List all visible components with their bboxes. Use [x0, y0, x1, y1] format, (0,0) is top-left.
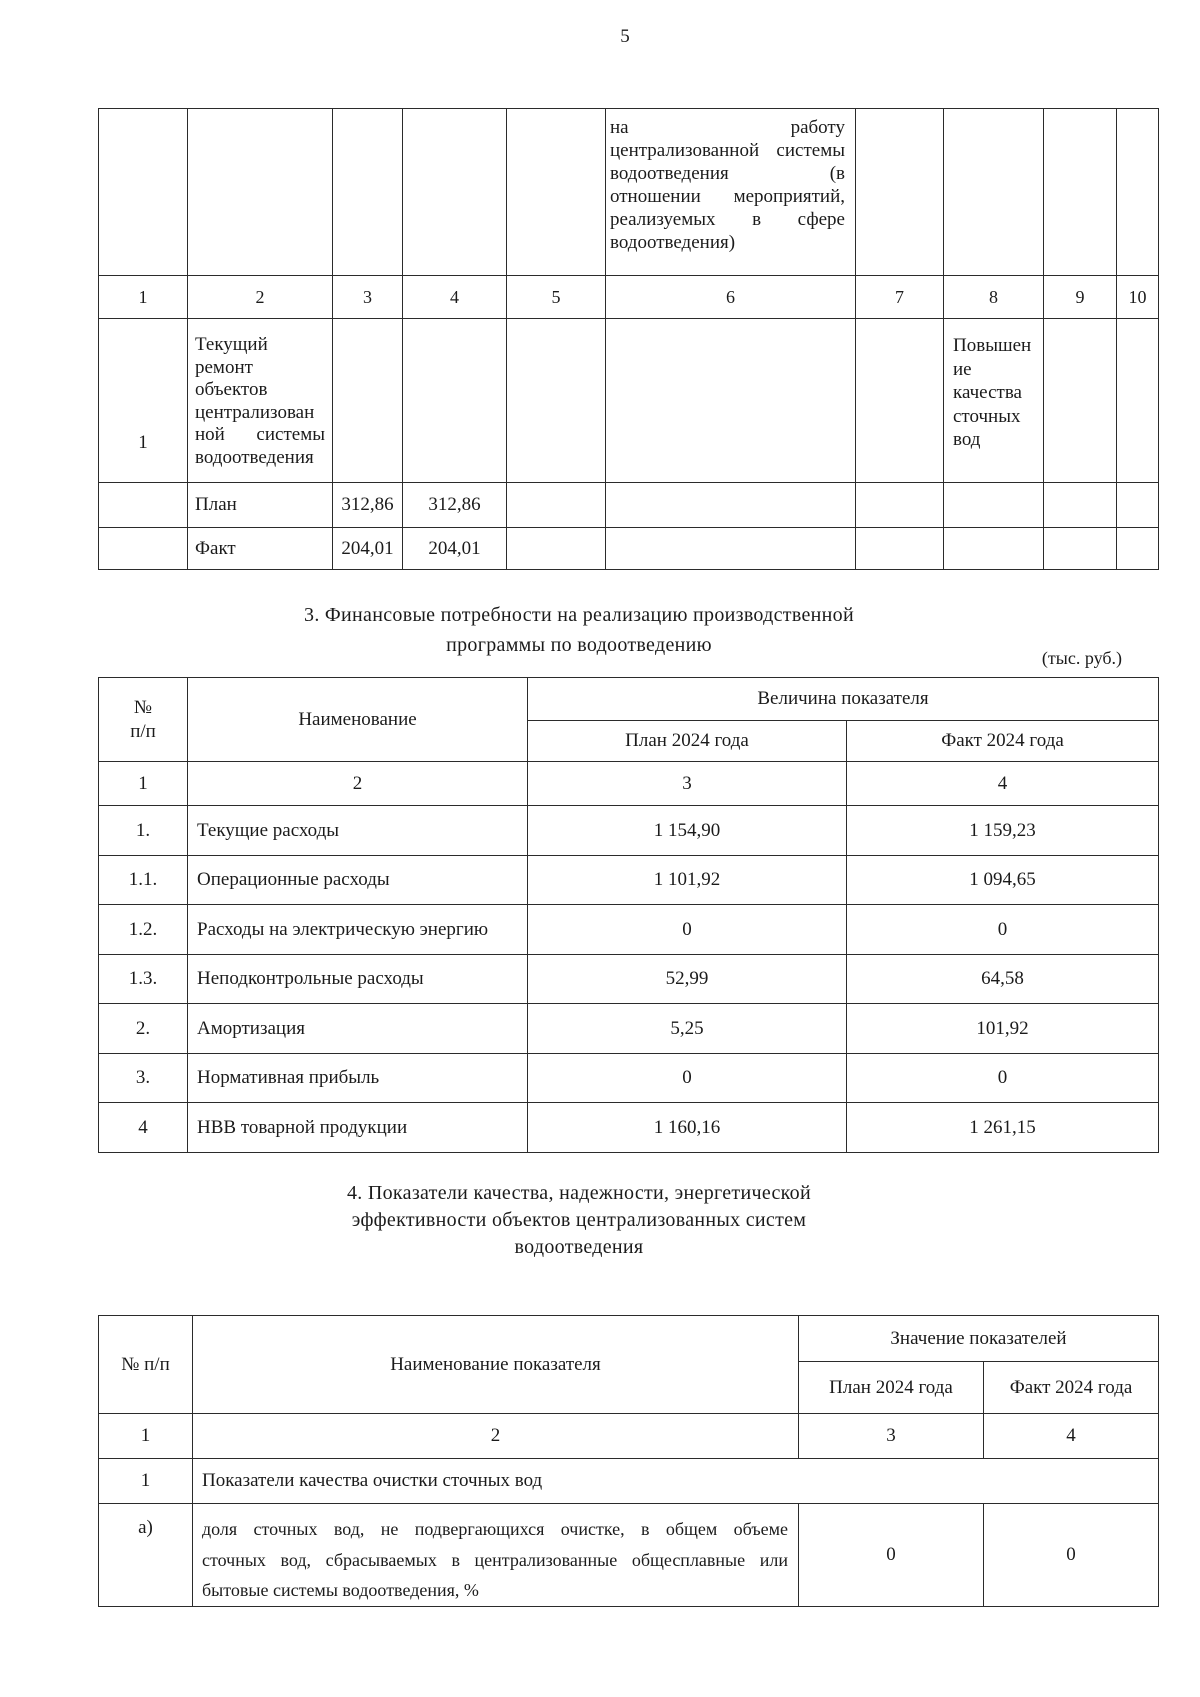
row-num: 1.2. [99, 905, 188, 955]
section4-title-line1: 4. Показатели качества, надежности, энергетической [346, 1182, 811, 1204]
t2-value-header: Величина показателя [528, 678, 1159, 721]
column-number: 10 [1117, 276, 1159, 319]
row-fact: 0 [847, 1054, 1159, 1103]
column-number: 9 [1044, 276, 1117, 319]
measure-name-line: ремонт [195, 356, 253, 378]
note-line: водоотведения) [610, 232, 736, 253]
column-number: 4 [403, 276, 507, 319]
row-number: 1 [99, 319, 188, 483]
empty-cell [1044, 528, 1117, 570]
t1-fact-row [99, 528, 1159, 570]
t3-group-row [99, 1459, 1159, 1504]
section3-title-line1: 3. Финансовые потребности на реализацию производственной [304, 604, 854, 626]
row-num: 1.1. [99, 856, 188, 905]
table-row [99, 1054, 1159, 1103]
empty-cell [1044, 483, 1117, 528]
t2-num-header-line1: № [133, 696, 153, 718]
t3-plan-header: План 2024 года [799, 1362, 984, 1414]
note-line: водоотведения (в [610, 163, 845, 184]
empty-cell [333, 109, 403, 276]
row-num: 1.3. [99, 955, 188, 1004]
column-number: 3 [333, 276, 403, 319]
column-number: 2 [188, 762, 528, 806]
row-name: Операционные расходы [188, 856, 528, 905]
t3-column-numbers-row [99, 1414, 1159, 1459]
empty-cell [188, 109, 333, 276]
row-fact: 0 [847, 905, 1159, 955]
expected-effect-cell [944, 319, 1044, 483]
row-fact: 101,92 [847, 1004, 1159, 1054]
empty-cell [944, 109, 1044, 276]
empty-cell [403, 319, 507, 483]
finance-table [98, 677, 1159, 1153]
section4-title-line2: эффективности объектов централизованных систем [351, 1209, 807, 1231]
row-name: НВВ товарной продукции [188, 1103, 528, 1153]
empty-cell [606, 528, 856, 570]
measure-name-line: объектов [195, 379, 268, 400]
effect-line: Повышен [953, 335, 1032, 356]
empty-cell [606, 319, 856, 483]
row-fact: 1 159,23 [847, 806, 1159, 856]
empty-cell [856, 483, 944, 528]
column-number: 1 [99, 762, 188, 806]
column-number: 1 [99, 276, 188, 319]
column-number: 4 [847, 762, 1159, 806]
measure-name-cell [188, 319, 333, 483]
row-num: 2. [99, 1004, 188, 1054]
column-number: 2 [188, 276, 333, 319]
row-plan: 0 [528, 905, 847, 955]
plan-value: 312,86 [333, 483, 403, 528]
row-plan: 1 160,16 [528, 1103, 847, 1153]
effect-line: вод [953, 429, 981, 450]
row-num: 4 [99, 1103, 188, 1153]
plan-value: 312,86 [403, 483, 507, 528]
empty-cell [333, 319, 403, 483]
t2-header-row1 [99, 678, 1159, 721]
effect-line: ие [953, 358, 972, 380]
empty-cell [507, 483, 606, 528]
fact-label: Факт [188, 528, 333, 570]
t2-fact-header: Факт 2024 года [847, 721, 1159, 762]
row-name: Неподконтрольные расходы [188, 955, 528, 1004]
t1-measure-row [99, 319, 1159, 483]
empty-cell [507, 109, 606, 276]
column-number: 2 [193, 1414, 799, 1459]
empty-cell [99, 528, 188, 570]
quality-table [98, 1315, 1159, 1607]
row-plan: 0 [528, 1054, 847, 1103]
row-a-fact: 0 [984, 1504, 1159, 1607]
units-note: (тыс. руб.) [1041, 648, 1122, 668]
note-line: отношении мероприятий, [610, 186, 845, 207]
table-row [99, 955, 1159, 1004]
empty-cell [944, 528, 1044, 570]
t2-name-header: Наименование [188, 678, 528, 762]
row-name: Расходы на электрическую энергию [188, 905, 528, 955]
row-fact: 1 094,65 [847, 856, 1159, 905]
empty-cell [1117, 528, 1159, 570]
row-num: 1. [99, 806, 188, 856]
row-num: 3. [99, 1054, 188, 1103]
row-name: Амортизация [188, 1004, 528, 1054]
fact-value: 204,01 [333, 528, 403, 570]
empty-cell [1117, 319, 1159, 483]
empty-cell [1044, 319, 1117, 483]
empty-cell [507, 528, 606, 570]
table-row [99, 806, 1159, 856]
empty-cell [856, 109, 944, 276]
row-plan: 1 101,92 [528, 856, 847, 905]
row-name: Нормативная прибыль [188, 1054, 528, 1103]
empty-cell [507, 319, 606, 483]
t2-num-header [99, 678, 188, 762]
empty-cell [1117, 483, 1159, 528]
column-number: 5 [507, 276, 606, 319]
table-row [99, 1004, 1159, 1054]
column-number: 4 [984, 1414, 1159, 1459]
row-a-name-line: доля сточных вод, не подвергающихся очистке, в общем объеме [202, 1519, 788, 1539]
empty-cell [99, 109, 188, 276]
note-line: реализуемых в сфере [610, 209, 845, 230]
empty-cell [856, 319, 944, 483]
t1-header-note-row [99, 109, 1159, 276]
t1-plan-row [99, 483, 1159, 528]
t3-name-header: Наименование показателя [193, 1316, 799, 1414]
row-plan: 52,99 [528, 955, 847, 1004]
empty-cell [1044, 109, 1117, 276]
page-number: 5 [620, 26, 630, 47]
table-row [99, 856, 1159, 905]
measure-name-line: Текущий [195, 334, 268, 355]
empty-cell [403, 109, 507, 276]
row-name: Текущие расходы [188, 806, 528, 856]
measure-name-line: централизован [195, 401, 315, 423]
t2-column-numbers-row [99, 762, 1159, 806]
plan-label: План [188, 483, 333, 528]
t2-plan-header: План 2024 года [528, 721, 847, 762]
measure-name-line: ной системы [195, 424, 325, 445]
group-row-num: 1 [99, 1459, 193, 1504]
row-plan: 1 154,90 [528, 806, 847, 856]
note-line: на работу [610, 117, 845, 138]
note-line: централизованной системы [610, 140, 845, 161]
column-number: 8 [944, 276, 1044, 319]
column-number: 1 [99, 1414, 193, 1459]
t3-row-a [99, 1504, 1159, 1607]
empty-cell [99, 483, 188, 528]
t3-fact-header: Факт 2024 года [984, 1362, 1159, 1414]
t2-num-header-line2: п/п [130, 720, 156, 742]
table-row [99, 905, 1159, 955]
fact-value: 204,01 [403, 528, 507, 570]
t1-column-numbers-row [99, 276, 1159, 319]
row-a-name-line: бытовые системы водоотведения, % [202, 1580, 479, 1600]
row-a-name-line: сточных вод, сбрасываемых в централизованные общесплавные или [202, 1549, 788, 1570]
column-number: 3 [799, 1414, 984, 1459]
effect-line: сточных [953, 405, 1021, 427]
row-a-name [193, 1504, 799, 1607]
t3-num-header: № п/п [99, 1316, 193, 1414]
row-plan: 5,25 [528, 1004, 847, 1054]
empty-cell [944, 483, 1044, 528]
group-row-name: Показатели качества очистки сточных вод [193, 1459, 1159, 1504]
empty-cell [606, 483, 856, 528]
row-fact: 64,58 [847, 955, 1159, 1004]
t1-measure-note-cell [606, 109, 856, 276]
effect-line: качества [953, 382, 1022, 403]
t3-header-row1 [99, 1316, 1159, 1362]
row-fact: 1 261,15 [847, 1103, 1159, 1153]
section3-title-line2: программы по водоотведению [446, 634, 712, 656]
measure-name-line: водоотведения [195, 446, 314, 468]
section4-title [0, 1180, 1158, 1261]
continuation-table [98, 108, 1159, 570]
column-number: 6 [606, 276, 856, 319]
row-a-num: а) [99, 1504, 193, 1607]
empty-cell [1117, 109, 1159, 276]
t3-value-header: Значение показателей [799, 1316, 1159, 1362]
empty-cell [856, 528, 944, 570]
column-number: 7 [856, 276, 944, 319]
table-row [99, 1103, 1159, 1153]
section4-title-line3: водоотведения [514, 1236, 644, 1258]
column-number: 3 [528, 762, 847, 806]
row-a-plan: 0 [799, 1504, 984, 1607]
